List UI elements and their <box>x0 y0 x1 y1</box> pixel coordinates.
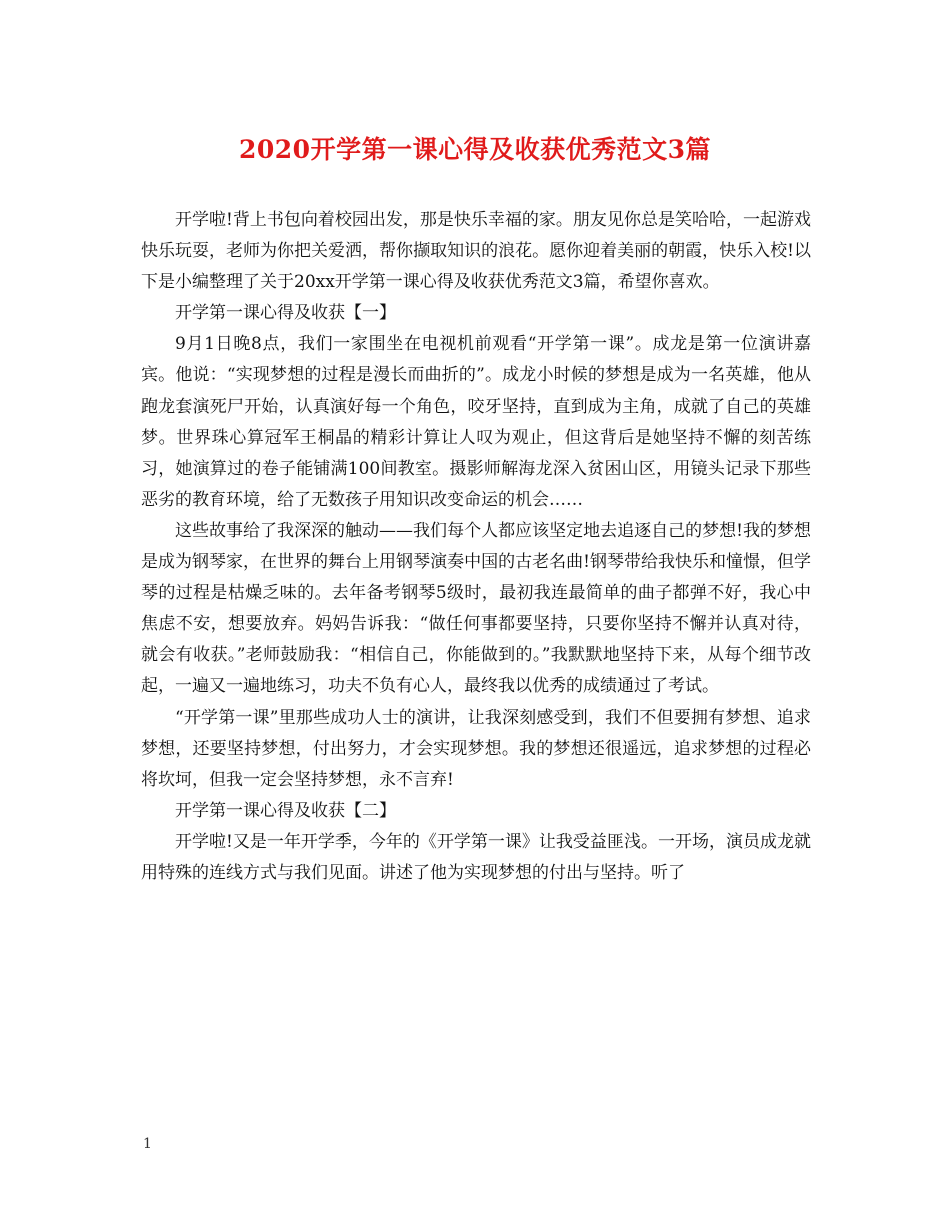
paragraph-intro: 开学啦!背上书包向着校园出发，那是快乐幸福的家。朋友见你总是笑哈哈，一起游戏快乐玩耍，老师为你把关爱洒，帮你撷取知识的浪花。愿你迎着美丽的朝霞，快乐入校!以下是小编整理了关于20xx开学第一课心得及收获优秀范文3篇，希望你喜欢。 <box>141 210 811 293</box>
section-heading-2: 开学第一课心得及收获【二】 <box>175 800 396 821</box>
paragraph: “开学第一课”里那些成功人士的演讲，让我深刻感受到，我们不但要拥有梦想、追求梦想，还要坚持梦想，付出努力，才会实现梦想。我的梦想还很遥远，追求梦想的过程必将坎坷，但我一定会坚持梦想，永不言弃! <box>141 707 811 790</box>
paragraph: 9月1日晚8点，我们一家围坐在电视机前观看“开学第一课”。成龙是第一位演讲嘉宾。他说：“实现梦想的过程是漫长而曲折的”。成龙小时候的梦想是成为一名英雄，他从跑龙套演死尸开始，认真演好每一个角色，咬牙坚持，直到成为主角，成就了自己的英雄梦。世界珠心算冠军王桐晶的精彩计算让人叹为观止，但这背后是她坚持不懈的刻苦练习，她演算过的卷子能铺满100间教室。摄影师解海龙深入贫困山区，用镜头记录下那些恶劣的教育环境，给了无数孩子用知识改变命运的机会…… <box>141 334 811 510</box>
section-heading-1: 开学第一课心得及收获【一】 <box>175 303 396 324</box>
page-number: 1 <box>143 1136 152 1152</box>
paragraph: 开学啦!又是一年开学季，今年的《开学第一课》让我受益匪浅。一开场，演员成龙就用特殊的连线方式与我们见面。讲述了他为实现梦想的付出与坚持。听了 <box>141 831 811 883</box>
paragraph: 这些故事给了我深深的触动——我们每个人都应该坚定地去追逐自己的梦想!我的梦想是成为钢琴家，在世界的舞台上用钢琴演奏中国的古老名曲!钢琴带给我快乐和憧憬，但学琴的过程是枯燥乏味的。去年备考钢琴5级时，最初我连最简单的曲子都弹不好，我心中焦虑不安，想要放弃。妈妈告诉我：“做任何事都要坚持，只要你坚持不懈并认真对待，就会有收获。”老师鼓励我：“相信自己，你能做到的。”我默默地坚持下来，从每个细节改起，一遍又一遍地练习，功夫不负有心人，最终我以优秀的成绩通过了考试。 <box>141 520 811 697</box>
document-title: 2020开学第一课心得及收获优秀范文3篇 <box>239 135 711 164</box>
document-body <box>141 205 811 889</box>
